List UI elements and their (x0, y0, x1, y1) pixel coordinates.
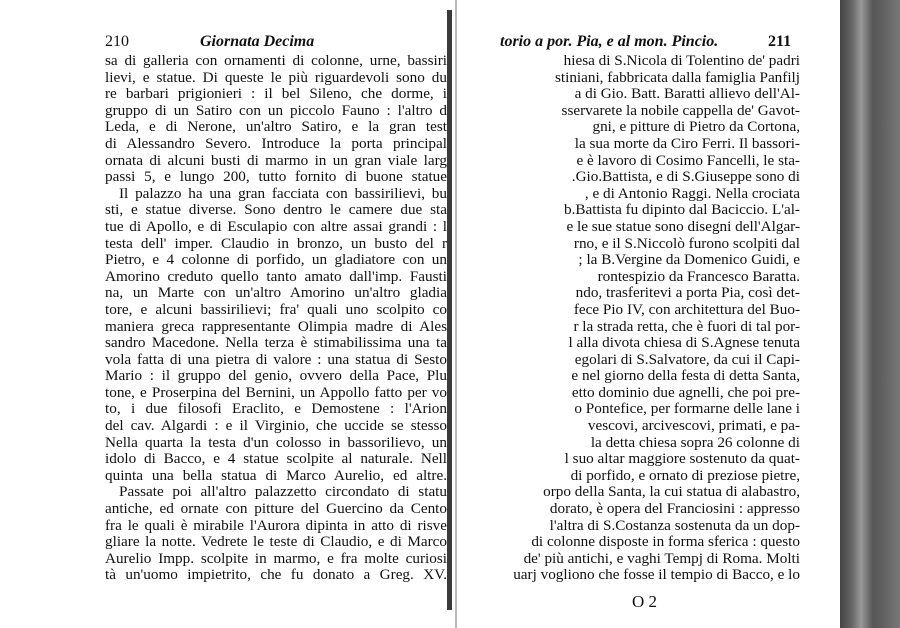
text-line: antiche, ed ornate con pitture del Guercino da Cento (105, 501, 447, 518)
text-line: etto dominio due agnelli, che poi pre- (571, 384, 800, 401)
text-line: b.Battista fu dipinto dal Baciccio. L'al- (564, 202, 800, 219)
text-line: na, un Marte con un'altro Amorino un'altro gladia (105, 285, 447, 302)
text-line: e le sue statue sono disegni dell'Algar- (566, 218, 800, 235)
text-line: gni, e pitture di Pietro da Cortona, (592, 119, 800, 136)
text-line: quinta una bella statua di Marco Aurelio, ed altre. (105, 467, 447, 484)
right-running-head: torio a por. Pia, e al mon. Pincio. (500, 33, 719, 50)
text-line: testa dell' imper. Claudio in bronzo, un busto del r (105, 235, 447, 252)
text-line: fece Pio IV, con architettura del Buo- (573, 301, 800, 318)
text-line: ornata di alcuni busti di marmo in un gran viale larg (105, 152, 447, 169)
text-line: Passate poi all'altro palazzetto circondato di statu (119, 484, 447, 501)
right-page (458, 0, 840, 628)
text-line: ndo, trasferitevi a porta Pia, così det- (575, 285, 800, 302)
text-line: fra le quali è mirabile l'Aurora dipinta in atto di risve (105, 517, 447, 534)
text-line: Leda, e di Nerone, un'altro Satiro, e la gran test (105, 119, 447, 136)
text-line: vescovi, arcivescovi, primati, e pa- (587, 418, 800, 435)
text-line: orpo della Santa, la cui statua di alabastro, (543, 484, 800, 501)
right-page-number: 211 (768, 33, 792, 50)
text-line: gruppo di un Satiro con un piccolo Fauno : l'altro d (105, 102, 447, 119)
text-line: e è lavoro di Cosimo Fancelli, le sta- (576, 152, 800, 169)
text-line: rontespizio da Francesco Baratta. (597, 268, 800, 285)
text-line: .Gio.Battista, e di S.Giuseppe sono di (571, 169, 800, 186)
text-line: l'altra di S.Costanza sostenuta da un dop- (549, 517, 800, 534)
text-line: tue di Apollo, e di Esculapio con altre assai grandi : l (105, 218, 447, 235)
gutter-edge (455, 0, 457, 628)
text-line: Nella quarta la testa d'un colosso in bassorilievo, un (105, 434, 447, 451)
text-line: di Alessandro Severo. Introduce la porta principal (105, 135, 447, 152)
text-line: egolari di S.Salvatore, da cui il Capi- (574, 351, 800, 368)
left-running-head: Giornata Decima (200, 33, 315, 50)
book-edge (840, 0, 900, 628)
text-line: maniera greca rappresentante Olimpia madre di Ales (105, 318, 447, 335)
text-line: vola fatta di una pietra di valore : una statua di Sesto (105, 351, 447, 368)
text-line: de' più antichi, e vaghi Tempj di Roma. Molti (523, 550, 800, 567)
text-line: la sua morte da Ciro Ferri. Il bassori- (574, 135, 800, 152)
text-line: passi 5, e lungo 200, tutto fornito di buone statue (105, 169, 447, 186)
text-line: , e di Antonio Raggi. Nella crociata (584, 185, 800, 202)
right-page-text (458, 53, 800, 584)
text-line: del cav. Algardi : e il Virginio, che uccide se stesso (105, 418, 447, 435)
text-line: rno, e il S.Niccolò furono scolpiti dal (573, 235, 800, 252)
signature-mark: O 2 (632, 592, 658, 611)
text-line: tone, e Proserpina del Bernini, un Appollo fatto per vo (105, 384, 447, 401)
text-line: dorato, è opera del Franciosini : appresso (549, 501, 800, 518)
text-line: uarj vogliono che fosse il tempio di Bacco, e lo (513, 567, 800, 584)
gutter-shadow (447, 10, 452, 610)
text-line: Il palazzo ha una gran facciata con bassirilievi, bu (119, 185, 447, 202)
text-line: di colonne disposte in forma sferica : questo (531, 534, 800, 551)
text-line: idolo di Bacco, e 4 statue scolpite al naturale. Nell (105, 451, 447, 468)
text-line: ; la B.Vergine da Domenico Guidi, e (578, 252, 800, 269)
text-line: Mario : il gruppo del genio, ovvero della Pace, Plu (105, 368, 447, 385)
text-line: to, i due filosofi Eraclito, e Demostene : l'Arion (105, 401, 447, 418)
text-line: Pietro, e 4 colonne di porfido, un gladiatore con un (105, 252, 447, 269)
text-line: tore, e alcuni bassirilievi; fra' quali uno scolpito co (105, 301, 447, 318)
text-line: a di Gio. Batt. Baratti allievo dell'Al- (574, 86, 800, 103)
text-line: o Pontefice, per formarne delle lane i (574, 401, 800, 418)
text-line: sa di galleria con ornamenti di colonne, urne, bassiri (105, 53, 447, 69)
left-page-number: 210 (105, 33, 129, 50)
text-line: re barbari prigionieri : il bel Sileno, che dorme, i (105, 86, 447, 103)
text-line: sservarete la nobile cappella de' Gavot- (561, 102, 800, 119)
text-line: sandro Macedone. Nella terza è stimabilissima una ta (105, 335, 447, 352)
text-line: tà un'uomo impietrito, che fu donato a Greg. XV. (105, 567, 447, 584)
text-line: sti, e statue diverse. Sono dentro le camere due sta (105, 202, 447, 219)
text-line: l suo altar maggiore sostenuto da quat- (564, 451, 800, 468)
text-line: di porfido, e ornato di preziose pietre, (570, 467, 800, 484)
text-line: Aurelio Impp. scolpite in marmo, e fra molte curiosi (105, 550, 447, 567)
text-line: Amorino creduto quello tanto amato dall'imp. Fausti (105, 268, 447, 285)
text-line: l alla divota chiesa di S.Agnese tenuta (568, 335, 800, 352)
text-line: hiesa di S.Nicola di Tolentino de' padri (563, 53, 800, 69)
left-page-text (105, 53, 447, 584)
text-line: r la strada retta, che è fuori di tal por- (573, 318, 800, 335)
text-line: lievi, e statue. Di queste le più riguardevoli sono du (105, 69, 447, 86)
text-line: la detta chiesa sopra 26 colonne di (590, 434, 800, 451)
text-line: stiniani, fabbricata dalla famiglia Panfilj (554, 69, 800, 86)
text-line: gliare la notte. Vedrete le teste di Claudio, e di Marco (105, 534, 447, 551)
text-line: e nel giorno della festa di detta Santa, (571, 368, 800, 385)
